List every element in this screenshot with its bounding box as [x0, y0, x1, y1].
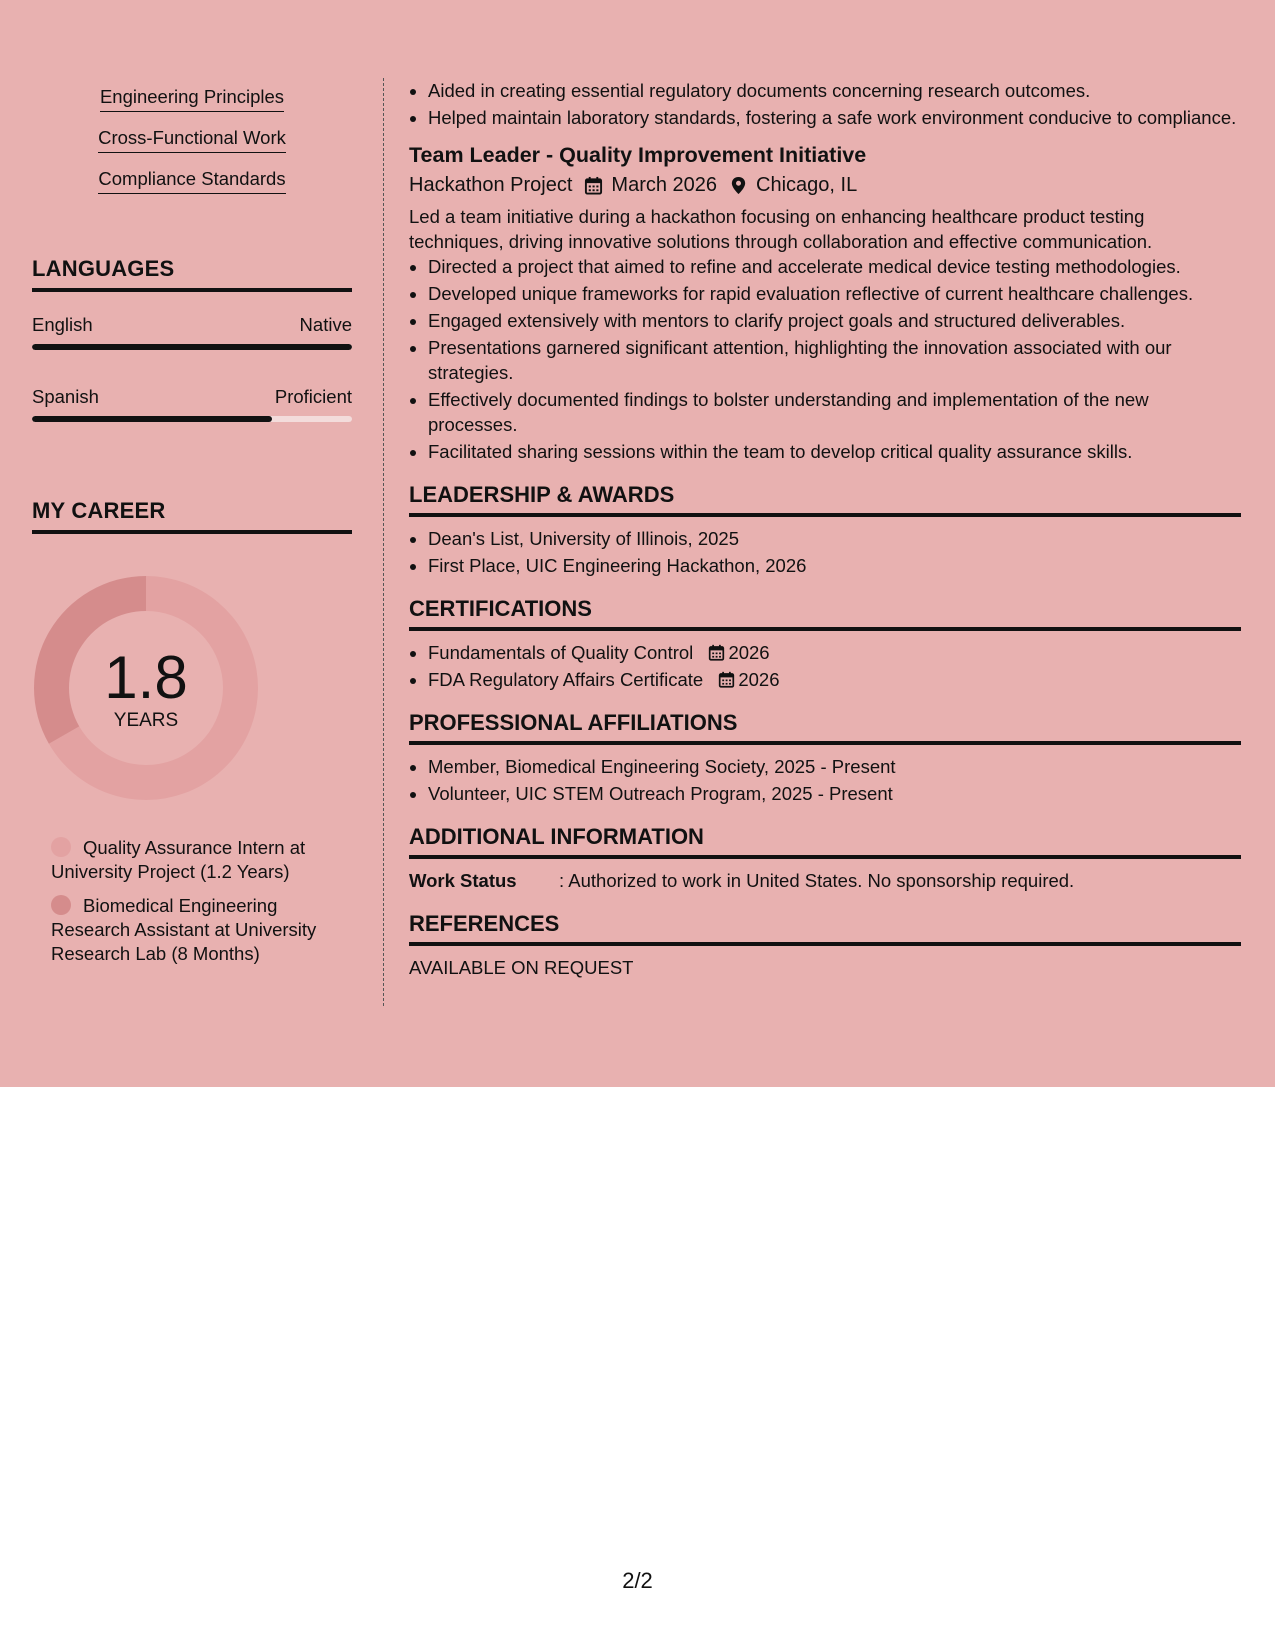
certification-name: Fundamentals of Quality Control — [428, 642, 694, 663]
languages-heading: LANGUAGES — [32, 256, 352, 292]
bullet-item: • Effectively documented findings to bolster understanding and implementation of the new processes. — [428, 387, 1241, 437]
language-bar-fill — [32, 344, 352, 350]
bullet-item: • Engaged extensively with mentors to clarify project goals and structured deliverables. — [428, 308, 1241, 333]
job-meta — [409, 170, 1241, 200]
job-bullets — [409, 254, 1241, 464]
column-divider — [383, 78, 384, 1006]
job-location: Chicago, IL — [756, 174, 858, 196]
career-legend-item — [51, 894, 341, 966]
awards-list — [409, 526, 1241, 578]
languages-section — [32, 256, 352, 422]
language-entry — [32, 386, 352, 422]
language-name: English — [32, 314, 93, 335]
references-text: AVAILABLE ON REQUEST — [409, 957, 634, 978]
calendar-icon — [718, 671, 735, 688]
language-bar-fill — [32, 416, 272, 422]
language-level: Proficient — [274, 386, 352, 407]
affiliation-item: • Member, Biomedical Engineering Society, 2025 - Present — [428, 754, 1241, 779]
job-org: Hackathon Project — [409, 174, 573, 196]
additional-info-heading: ADDITIONAL INFORMATION — [409, 823, 1241, 859]
job-title: Team Leader - Quality Improvement Initiative — [409, 143, 867, 167]
legend-dot — [51, 837, 71, 857]
language-level: Native — [299, 314, 352, 335]
calendar-icon — [708, 644, 725, 661]
award-item: • First Place, UIC Engineering Hackathon, 2026 — [428, 553, 1241, 578]
career-legend — [51, 836, 341, 976]
certification-item — [428, 667, 1241, 692]
language-bar — [32, 416, 352, 422]
location-pin-icon — [729, 176, 748, 195]
certifications-list — [409, 640, 1241, 692]
affiliations-list — [409, 754, 1241, 806]
right-column — [409, 78, 1241, 980]
career-legend-item — [51, 836, 341, 884]
career-total-unit: YEARS — [113, 710, 179, 731]
legend-dot — [51, 895, 71, 915]
affiliation-item: • Volunteer, UIC STEM Outreach Program, 2025 - Present — [428, 781, 1241, 806]
certification-year: 2026 — [738, 669, 780, 690]
job-date: March 2026 — [611, 174, 718, 196]
bullet-item: • Directed a project that aimed to refine and accelerate medical device testing methodologies. — [428, 254, 1241, 279]
career-section — [32, 498, 352, 534]
references-heading: REFERENCES — [409, 910, 1241, 946]
certification-year: 2026 — [728, 642, 770, 663]
skills-list — [32, 86, 352, 209]
skill-item: Cross-Functional Work — [98, 127, 286, 153]
job-description: Led a team initiative during a hackathon focusing on enhancing healthcare product testing techniques, driving innovative solutions through collaboration and effective communication. — [409, 206, 1153, 252]
affiliations-heading: PROFESSIONAL AFFILIATIONS — [409, 709, 1241, 745]
career-total-value: 1.8 — [104, 644, 188, 711]
award-item: • Dean's List, University of Illinois, 2025 — [428, 526, 1241, 551]
language-name: Spanish — [32, 386, 99, 407]
awards-heading: LEADERSHIP & AWARDS — [409, 481, 1241, 517]
skill-item: Engineering Principles — [100, 86, 284, 112]
bullet-item: • Presentations garnered significant attention, highlighting the innovation associated with our strategies. — [428, 335, 1241, 385]
work-status-row — [409, 868, 1241, 893]
certification-name: FDA Regulatory Affairs Certificate — [428, 669, 704, 690]
previous-job-bullets — [409, 78, 1241, 130]
language-entry — [32, 314, 352, 350]
bullet-item: • Helped maintain laboratory standards, fostering a safe work environment conducive to compliance. — [428, 105, 1241, 130]
language-bar — [32, 344, 352, 350]
work-status-label: Work Status — [409, 870, 517, 891]
certifications-heading: CERTIFICATIONS — [409, 595, 1241, 631]
work-status-value: : Authorized to work in United States. No sponsorship required. — [559, 870, 1075, 891]
career-heading: MY CAREER — [32, 498, 352, 534]
bullet-item: • Developed unique frameworks for rapid evaluation reflective of current healthcare challenges. — [428, 281, 1241, 306]
calendar-icon — [584, 176, 603, 195]
certification-item — [428, 640, 1241, 665]
bullet-item: • Aided in creating essential regulatory documents concerning research outcomes. — [428, 78, 1241, 103]
bullet-item: • Facilitated sharing sessions within the team to develop critical quality assurance skills. — [428, 439, 1241, 464]
page-number: 2/2 — [622, 1568, 653, 1593]
skill-item: Compliance Standards — [98, 168, 285, 194]
career-legend-label: Biomedical Engineering Research Assistant at University Research Lab (8 Months) — [51, 895, 317, 964]
career-legend-label: Quality Assurance Intern at University Project (1.2 Years) — [51, 837, 306, 882]
